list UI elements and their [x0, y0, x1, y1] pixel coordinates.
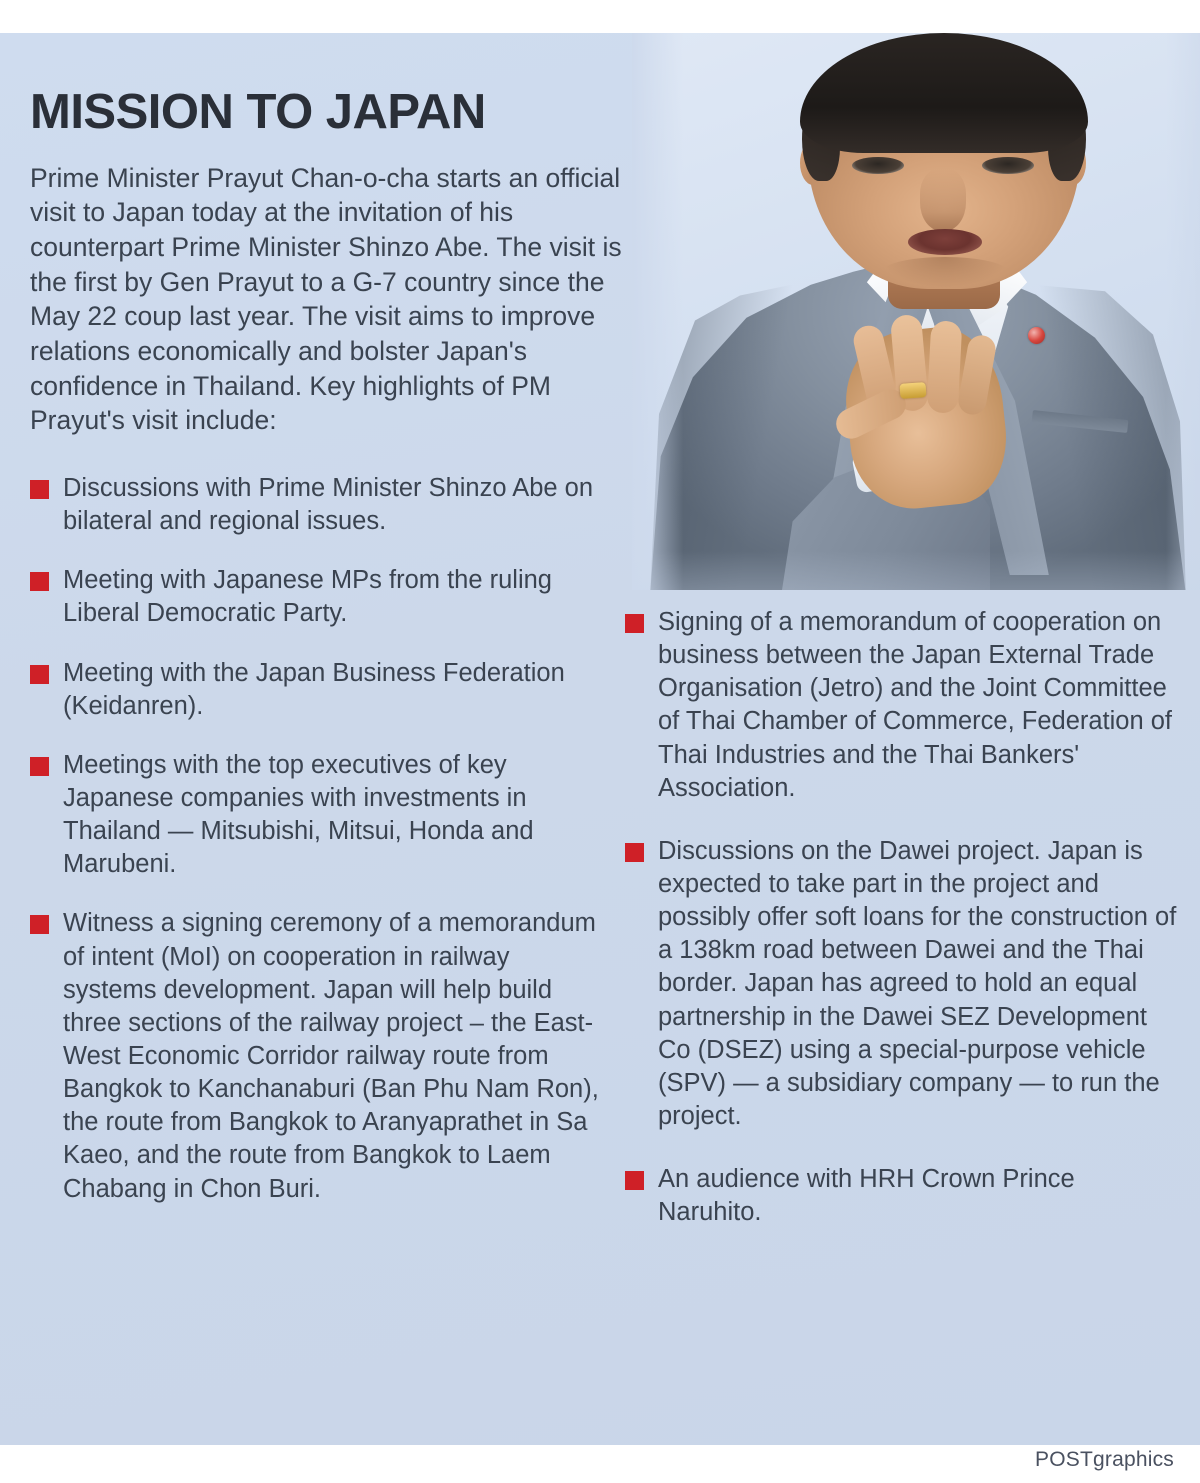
list-item-text: Signing of a memorandum of cooperation on business between the Japan External Trade Organisation (Jetro) and the Joint Committee of Thai Chamber of Commerce, Federation of Thai Industries and the Thai Bankers' Association. — [658, 608, 1173, 802]
list-item-text: Meeting with Japanese MPs from the ruling Liberal Democratic Party. — [63, 566, 552, 628]
list-item-text: Discussions on the Dawei project. Japan is expected to take part in the project and possibly offer soft loans for the construction of a 138km road between Dawei and the Thai border. Japan has agreed to hold an equal partnership in the Dawei SEZ Development Co (DSEZ) using a special-purpose vehicle (SPV) — a subsidiary company — to run the project. — [658, 836, 1177, 1130]
square-bullet-icon — [625, 1171, 644, 1190]
list-item-text: Witness a signing ceremony of a memorandum of intent (MoI) on cooperation in railway systems development. Japan will help build three sections of the railway project – the East-West Economic Corridor railway route from Bangkok to Kanchanaburi (Ban Phu Nam Ron), the route from Bangkok to Aranyaprathet in Sa Kaeo, and the route from Bangkok to Laem Chabang in Chon Buri. — [63, 909, 599, 1203]
list-item — [625, 835, 1185, 1133]
prayut-portrait-photo — [632, 33, 1200, 590]
eye-left — [852, 157, 904, 174]
chin-shadow — [882, 257, 1008, 287]
finger-ring-band — [900, 382, 927, 399]
square-bullet-icon — [625, 843, 644, 862]
list-item — [30, 749, 610, 882]
list-item — [30, 472, 610, 538]
list-item — [625, 1163, 1185, 1229]
page-title: MISSION TO JAPAN — [30, 84, 486, 139]
eye-right — [982, 157, 1034, 174]
square-bullet-icon — [30, 665, 49, 684]
list-item — [30, 907, 610, 1205]
list-item-text: Meetings with the top executives of key Japanese companies with investments in Thailand — Mitsubishi, Mitsui, Honda and Marubeni. — [63, 750, 534, 879]
square-bullet-icon — [625, 614, 644, 633]
finger-ring — [927, 320, 963, 413]
square-bullet-icon — [30, 572, 49, 591]
lapel-pin — [1028, 327, 1045, 344]
intro-paragraph: Prime Minister Prayut Chan-o-cha starts an official visit to Japan today at the invitation of his counterpart Prime Minister Shinzo Abe. The visit is the first by Gen Prayut to a G-7 country since the May 22 coup last year. The visit aims to improve relations economically and bolster Japan's confidence in Thailand. Key highlights of PM Prayut's visit include: — [30, 162, 622, 436]
list-item-text: Discussions with Prime Minister Shinzo Abe on bilateral and regional issues. — [63, 474, 594, 536]
square-bullet-icon — [30, 757, 49, 776]
list-item-text: An audience with HRH Crown Prince Naruhito. — [658, 1165, 1075, 1227]
bullet-list-left — [30, 472, 610, 1206]
mouth — [908, 229, 982, 255]
list-item-text: Meeting with the Japan Business Federation (Keidanren). — [63, 658, 565, 720]
square-bullet-icon — [30, 915, 49, 934]
list-item — [625, 606, 1185, 805]
list-item — [30, 657, 610, 723]
nose — [920, 169, 966, 231]
square-bullet-icon — [30, 480, 49, 499]
list-item — [30, 564, 610, 630]
bullet-list-right — [625, 606, 1185, 1229]
graphics-credit: POSTgraphics — [1035, 1448, 1174, 1471]
